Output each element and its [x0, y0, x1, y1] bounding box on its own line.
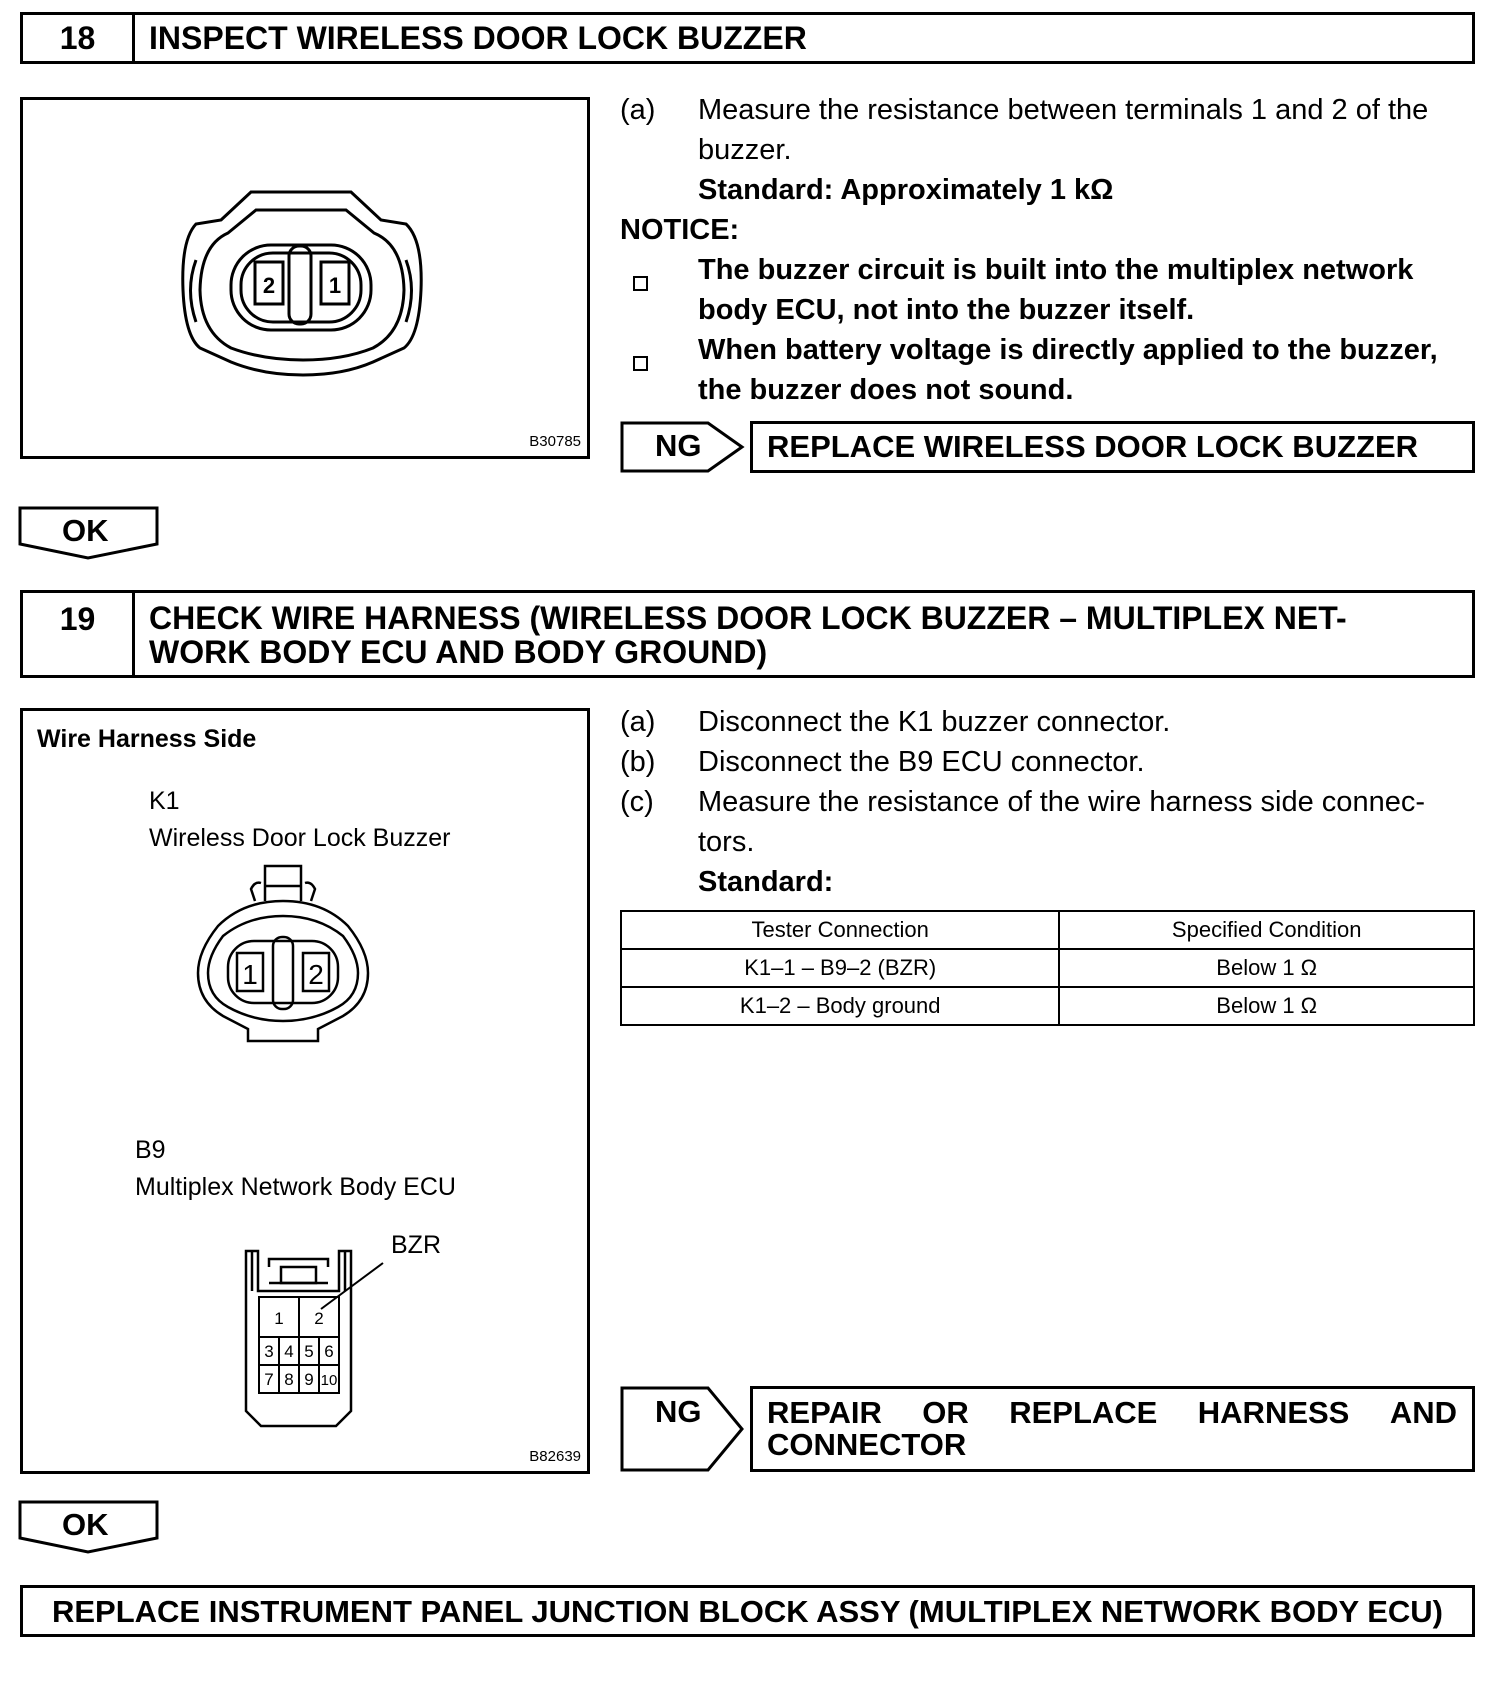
b9-connector-id: B9: [135, 1136, 166, 1164]
step-19-header: [20, 590, 1475, 678]
instruction-text: Measure the resistance of the wire harness side connec-: [698, 786, 1425, 818]
buzzer-pin-2-label: 2: [262, 273, 276, 298]
checkbox-icon: [633, 342, 648, 382]
b9-pin: 3: [264, 1342, 274, 1361]
instruction-text-cont: tors.: [698, 826, 755, 858]
final-action-box: [20, 1585, 1475, 1637]
buzzer-latch: [289, 246, 311, 324]
step-19-instruction: [620, 782, 1480, 862]
step-18-title: INSPECT WIRELESS DOOR LOCK BUZZER: [149, 20, 807, 56]
step-label: (a): [620, 706, 656, 738]
b9-pin: 6: [324, 1342, 334, 1361]
b9-pin: 1: [274, 1309, 284, 1328]
final-action-text: REPLACE INSTRUMENT PANEL JUNCTION BLOCK ASSY (MULTIPLEX NETWORK BODY ECU): [51, 1594, 1444, 1629]
step-18-header: [20, 12, 1475, 64]
ng-action-box: [750, 1386, 1475, 1472]
b9-pin: 8: [284, 1370, 294, 1389]
step-18-figure: [20, 97, 590, 459]
ok-label: OK: [62, 1507, 109, 1542]
table-cell: Below 1 Ω: [1059, 949, 1474, 987]
step-19-instruction: [620, 742, 1480, 782]
table-cell: K1–2 – Body ground: [621, 987, 1059, 1025]
step-19-number: 19: [23, 593, 135, 675]
instruction-text: Disconnect the K1 buzzer connector.: [698, 706, 1171, 738]
notice-heading: NOTICE:: [620, 214, 740, 246]
buzzer-pin-1-label: 1: [328, 273, 342, 298]
k1-connector-id: K1: [149, 787, 180, 815]
step-18-number: 18: [23, 15, 135, 61]
checkbox-icon: [633, 262, 648, 302]
bzr-label: BZR: [391, 1231, 441, 1259]
step-19-instruction: [620, 702, 1480, 742]
instruction-text-cont: buzzer.: [698, 134, 792, 166]
ng-label: NG: [655, 428, 702, 463]
ng-action-text: REPAIR OR REPLACE HARNESS AND: [767, 1395, 1457, 1430]
buzzer-connector-diagram: [23, 100, 587, 456]
table-header: Tester Connection: [621, 911, 1059, 949]
table-cell: K1–1 – B9–2 (BZR): [621, 949, 1059, 987]
figure-code: B30785: [529, 433, 581, 450]
table-header-row: [621, 911, 1474, 949]
b9-pin: 4: [284, 1342, 294, 1361]
b9-pin: 5: [304, 1342, 314, 1361]
step-label: (c): [620, 786, 654, 818]
table-header: Specified Condition: [1059, 911, 1474, 949]
k1-pin-2-label: 2: [308, 959, 324, 990]
ng-action-box: [750, 421, 1475, 473]
ok-label: OK: [62, 513, 109, 548]
b9-pin: 7: [264, 1370, 274, 1389]
step-18-instruction: [620, 90, 1480, 220]
standard-label: Standard:: [698, 866, 834, 898]
instruction-text: Measure the resistance between terminals 1 and 2 of the: [698, 94, 1429, 126]
table-row: [621, 949, 1474, 987]
figure-code: B82639: [529, 1448, 581, 1465]
ng-action-text-cont: CONNECTOR: [767, 1427, 967, 1462]
step-label: (b): [620, 746, 656, 778]
table-cell: Below 1 Ω: [1059, 987, 1474, 1025]
standard-value: Standard: Approximately 1 kΩ: [698, 174, 1114, 206]
k1-connector-name: Wireless Door Lock Buzzer: [149, 824, 451, 852]
spec-table: [620, 910, 1475, 1026]
step-19-figure: [20, 708, 590, 1474]
step-19-title: CHECK WIRE HARNESS (WIRELESS DOOR LOCK BUZZER – MULTIPLEX NET- WORK BODY ECU AND BODY GROUND): [149, 600, 1347, 670]
b9-pin: 9: [304, 1370, 314, 1389]
b9-pin: 10: [320, 1372, 338, 1389]
b9-connector-diagram: [23, 711, 587, 1471]
notice-item: The buzzer circuit is built into the multiplex network body ECU, not into the buzzer itself.: [620, 250, 1480, 330]
figure-heading: Wire Harness Side: [37, 725, 257, 753]
k1-pin-1-label: 1: [242, 959, 258, 990]
step-label: (a): [620, 94, 656, 126]
b9-connector-name: Multiplex Network Body ECU: [135, 1173, 456, 1201]
ng-label: NG: [655, 1394, 702, 1429]
b9-pin: 2: [314, 1309, 324, 1328]
notice-item: When battery voltage is directly applied to the buzzer, the buzzer does not sound.: [620, 330, 1480, 410]
ng-action-text: REPLACE WIRELESS DOOR LOCK BUZZER: [767, 429, 1419, 464]
instruction-text: Disconnect the B9 ECU connector.: [698, 746, 1145, 778]
table-row: [621, 987, 1474, 1025]
